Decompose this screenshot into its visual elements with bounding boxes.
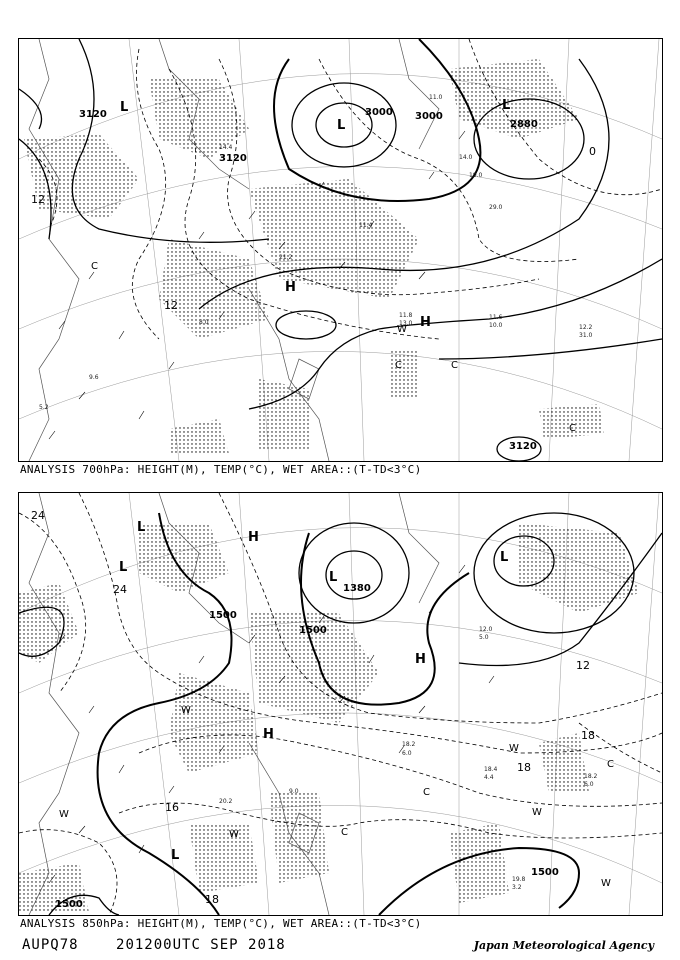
isotherm-label: 24 (31, 509, 45, 522)
contour-label: 1500 (55, 899, 83, 910)
caption-850hpa: ANALYSIS 850hPa: HEIGHT(M), TEMP(°C), WET AREA::(T-TD<3°C) (20, 917, 422, 930)
isotherm-label: 12 (164, 299, 178, 312)
svg-text:6.0: 6.0 (584, 781, 594, 788)
contour-label: 3120 (219, 153, 247, 164)
svg-text:18.2: 18.2 (402, 741, 416, 748)
isotherm-label: 12 (31, 193, 45, 206)
contour-label: 3000 (365, 107, 393, 118)
cold-mark: C (341, 827, 348, 838)
contour-label: 1500 (531, 867, 559, 878)
svg-text:10.0: 10.0 (489, 322, 503, 329)
svg-text:12.2: 12.2 (579, 324, 593, 331)
low-center: L (329, 570, 338, 585)
contour-label: 1500 (209, 610, 237, 621)
warm-mark: W (397, 324, 407, 335)
warm-mark: W (59, 809, 69, 820)
svg-text:18.2: 18.2 (584, 773, 598, 780)
contour-label: 3120 (509, 441, 537, 452)
map-850hpa (19, 493, 662, 915)
svg-text:21.2: 21.2 (279, 254, 293, 261)
svg-text:11.6: 11.6 (489, 314, 503, 321)
svg-text:5.0: 5.0 (479, 634, 489, 641)
svg-text:19.8: 19.8 (512, 876, 526, 883)
cold-mark: C (569, 423, 576, 434)
svg-text:31.0: 31.0 (579, 332, 593, 339)
svg-text:4.4: 4.4 (484, 774, 494, 781)
cold-mark: C (91, 261, 98, 272)
valid-datetime: 201200UTC SEP 2018 (116, 937, 286, 953)
warm-mark: W (532, 807, 542, 818)
svg-text:18.4: 18.4 (484, 766, 498, 773)
svg-text:14.4: 14.4 (219, 144, 233, 151)
svg-text:29.0: 29.0 (489, 204, 503, 211)
cold-mark: C (607, 759, 614, 770)
svg-text:20.2: 20.2 (219, 798, 233, 805)
warm-mark: W (509, 743, 519, 754)
map-panel-850hpa (18, 492, 663, 916)
svg-text:8.0: 8.0 (199, 319, 209, 326)
svg-text:6.0: 6.0 (402, 750, 412, 757)
caption-700hpa: ANALYSIS 700hPa: HEIGHT(M), TEMP(°C), WET AREA::(T-TD<3°C) (20, 463, 422, 476)
cold-mark: C (451, 360, 458, 371)
svg-text:9.0: 9.0 (289, 788, 299, 795)
high-center: H (420, 315, 431, 330)
map-700hpa (19, 39, 662, 461)
high-center: H (263, 727, 274, 742)
contour-label: 2880 (510, 119, 538, 130)
svg-text:9.6: 9.6 (89, 374, 99, 381)
map-panel-700hpa (18, 38, 663, 462)
svg-text:14.0: 14.0 (459, 154, 473, 161)
svg-text:12.0: 12.0 (479, 626, 493, 633)
svg-text:11.0: 11.0 (429, 94, 443, 101)
high-center: H (415, 652, 426, 667)
letter-marks (59, 705, 614, 889)
low-center: L (500, 550, 509, 565)
low-center: L (120, 100, 129, 115)
footer-identifiers (22, 937, 314, 953)
high-center: H (248, 530, 259, 545)
contour-label: 3120 (79, 109, 107, 120)
cold-mark: C (395, 360, 402, 371)
warm-mark: W (601, 878, 611, 889)
svg-text:13.0: 13.0 (399, 320, 413, 327)
contour-label: 3000 (415, 111, 443, 122)
isotherm-label: 18 (581, 729, 595, 742)
agency-credit: Japan Meteorological Agency (473, 939, 654, 952)
svg-text:19.0: 19.0 (469, 172, 483, 179)
isotherm-label: 18 (517, 761, 531, 774)
chart-code: AUPQ78 (22, 937, 79, 953)
cold-mark: C (423, 787, 430, 798)
isotherm-label: 0 (589, 145, 596, 158)
svg-text:5.2: 5.2 (39, 404, 49, 411)
contour-label: 1500 (299, 625, 327, 636)
svg-text:3.2: 3.2 (512, 884, 522, 891)
contour-label: 1380 (343, 583, 371, 594)
low-center: L (171, 848, 180, 863)
isotherm-label: 12 (576, 659, 590, 672)
isotherm-label: 16 (165, 801, 179, 814)
low-center: L (119, 560, 128, 575)
low-center: L (137, 520, 146, 535)
high-center: H (285, 280, 296, 295)
svg-text:11.4: 11.4 (359, 222, 373, 229)
isotherm-label: 24 (113, 583, 127, 596)
low-center: L (337, 118, 346, 133)
isotherm-label: 18 (205, 893, 219, 906)
warm-mark: W (181, 705, 191, 716)
warm-mark: W (229, 829, 239, 840)
svg-text:11.8: 11.8 (399, 312, 413, 319)
low-center: L (502, 98, 511, 113)
